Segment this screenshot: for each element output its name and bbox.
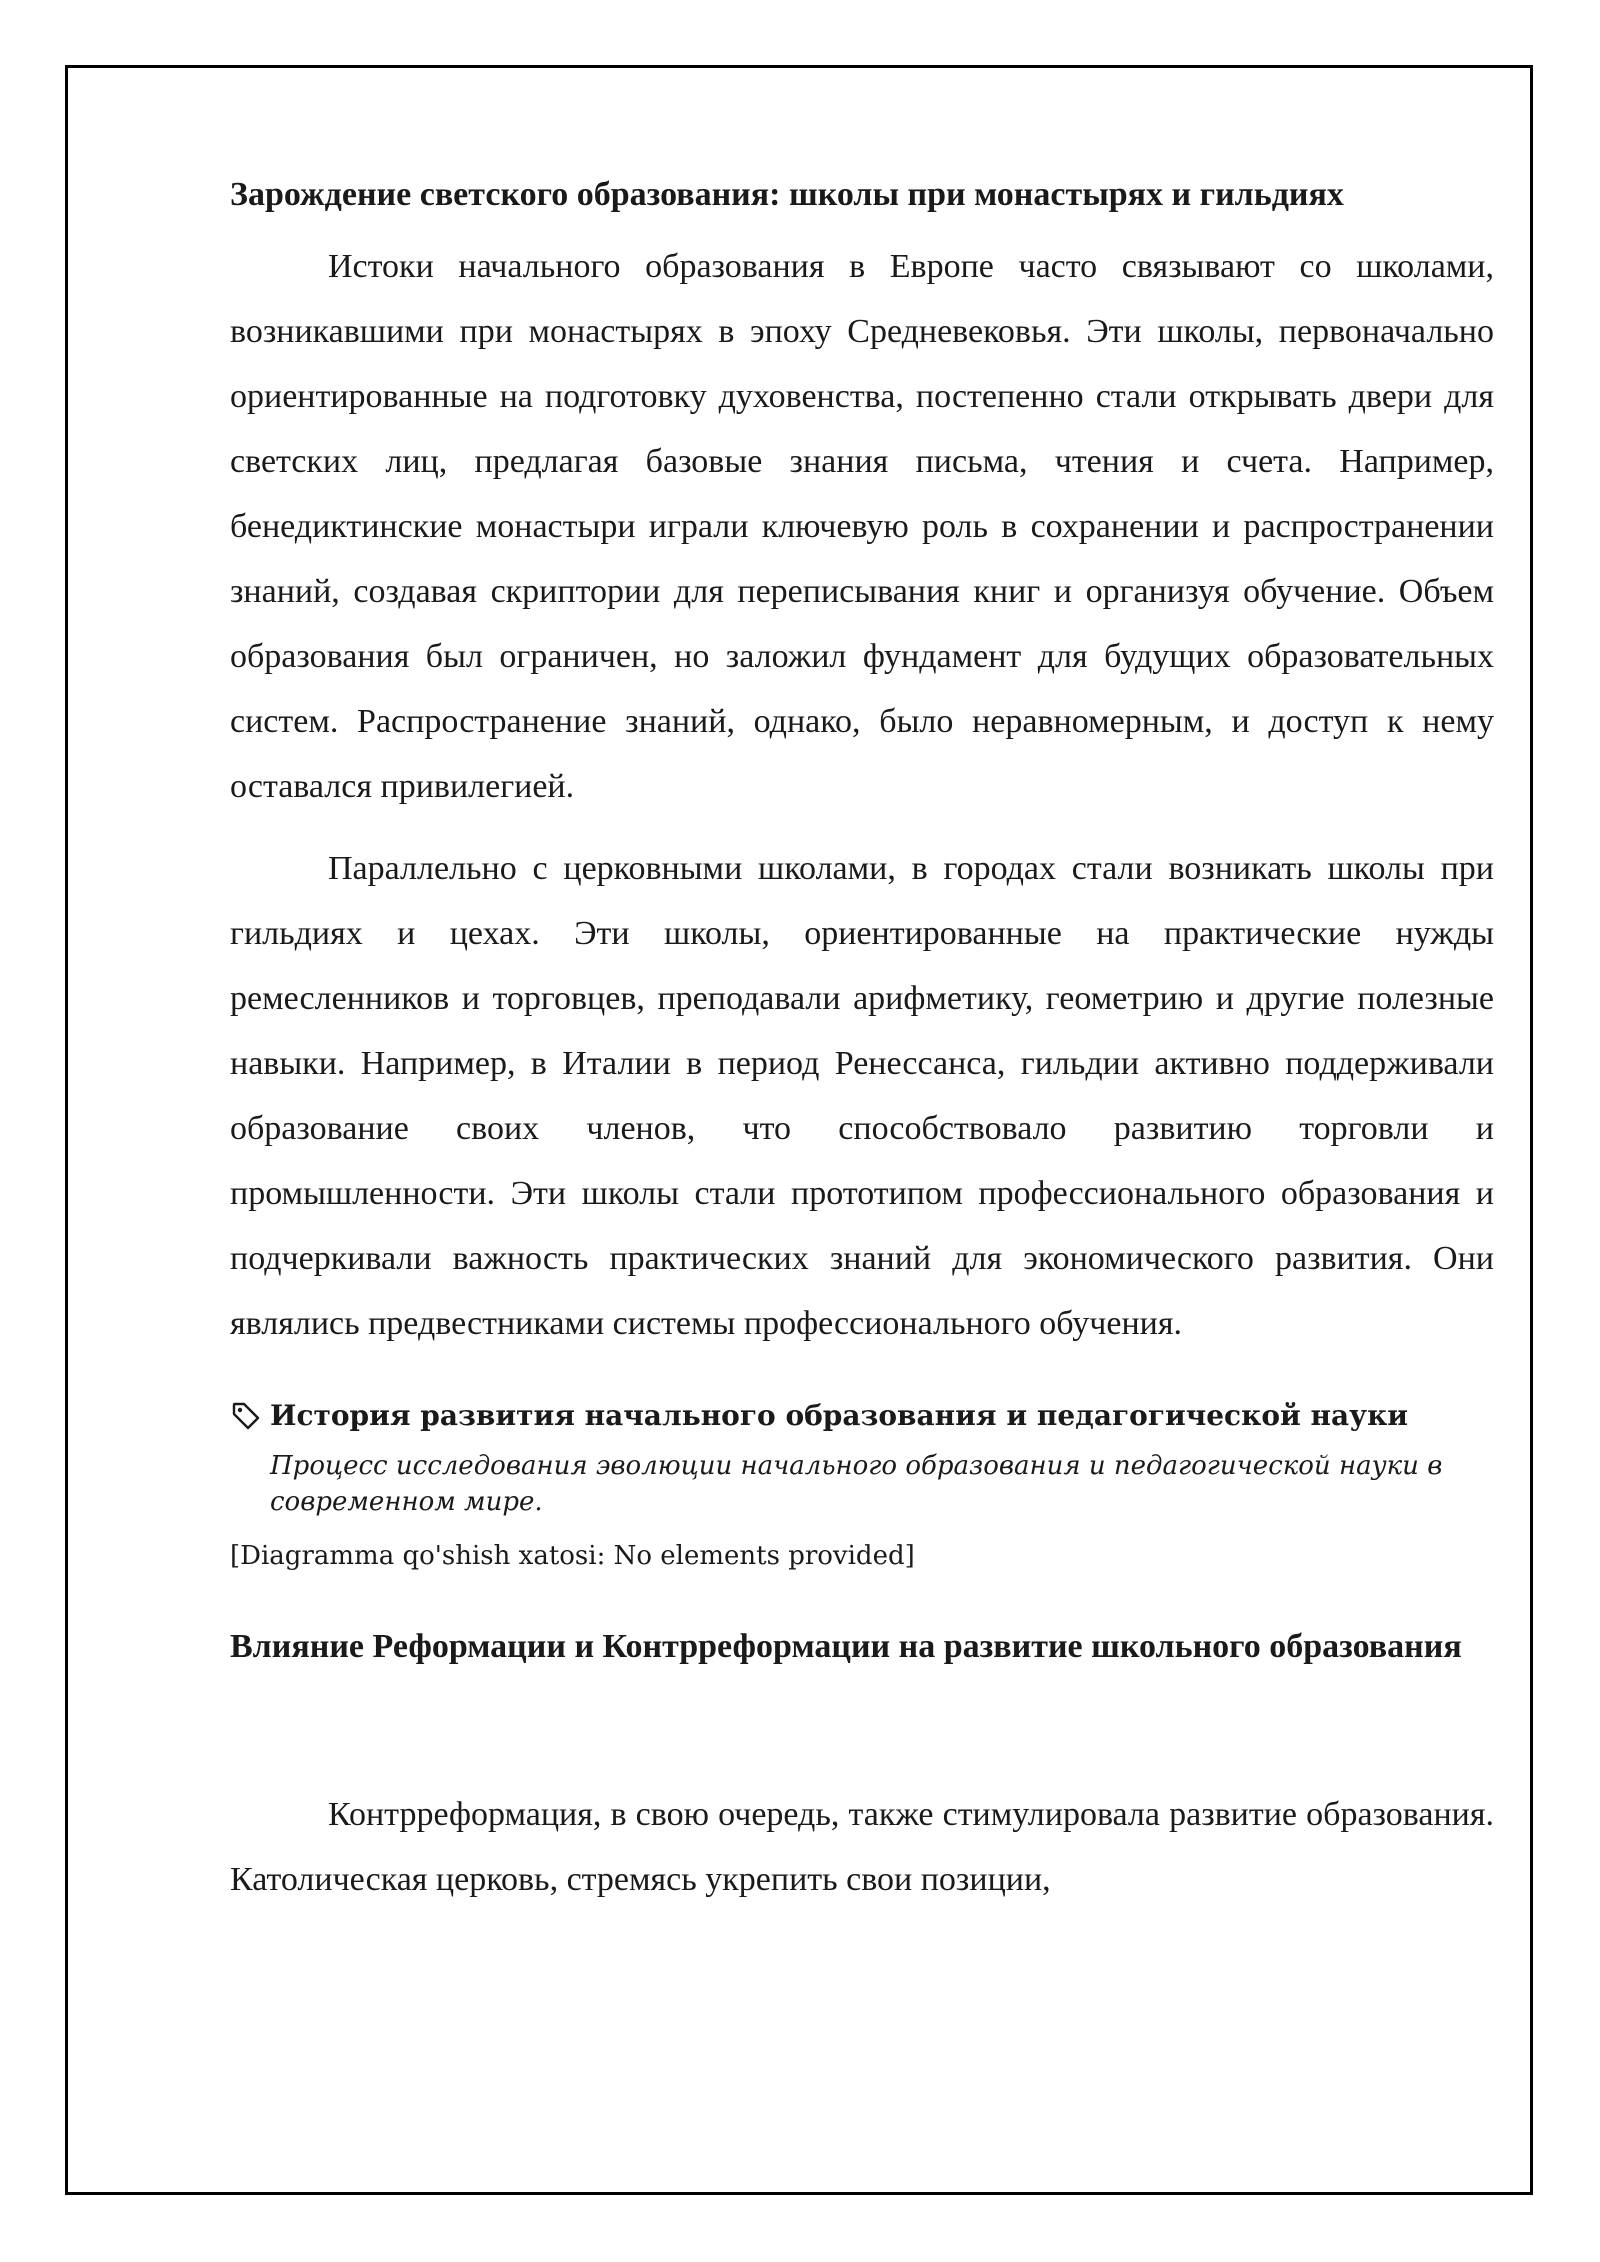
section-heading-monastic-schools: Зарождение светского образования: школы при монастырях и гильдиях	[230, 176, 1344, 213]
diagram-note	[230, 1396, 1494, 1574]
paragraph-counter-reformation: Контрреформация, в свою очередь, также стимулировала развитие образования. Католическая церковь, стремясь укрепить свои позиции,	[230, 1796, 1494, 1898]
diagram-note-title-row	[230, 1396, 1494, 1436]
paragraph-monastic-schools: Истоки начального образования в Европе часто связывают со школами, возникавшими при монастырях в эпоху Средневековья. Эти школы, первоначально ориентированные на подготовку духовенства, постепенно стали открывать двери для светских лиц, предлагая базовые знания письма, чтения и счета. Например, бенедиктинские монастыри играли ключевую роль в сохранении и распространении знаний, создавая скриптории для переписывания книг и организуя обучение. Объем образования был ограничен, но заложил фундамент для будущих образовательных систем. Распространение знаний, однако, было неравномерным, и доступ к нему оставался привилегией.	[230, 248, 1494, 805]
section-heading-reformation: Влияние Реформации и Контрреформации на развитие школьного образования	[230, 1628, 1462, 1665]
paragraph-guild-schools: Параллельно с церковными школами, в городах стали возникать школы при гильдиях и цехах. Эти школы, ориентированные на практические нужды ремесленников и торговцев, преподавали арифметику, геометрию и другие полезные навыки. Например, в Италии в период Ренессанса, гильдии активно поддерживали образование своих членов, что способствовало развитию торговли и промышленности. Эти школы стали прототипом профессионального образования и подчеркивали важность практических знаний для экономического развития. Они являлись предвестниками системы профессионального обучения.	[230, 850, 1494, 1342]
diagram-error-message: [Diagramma qo'shish xatosi: No elements provided]	[230, 1541, 915, 1571]
document-content	[230, 170, 1494, 1912]
diagram-note-description: Процесс исследования эволюции начального образования и педагогической науки в современном мире.	[270, 1451, 1443, 1517]
diagram-note-title: История развития начального образования и педагогической науки	[270, 1399, 1409, 1432]
tag-icon	[230, 1400, 262, 1432]
